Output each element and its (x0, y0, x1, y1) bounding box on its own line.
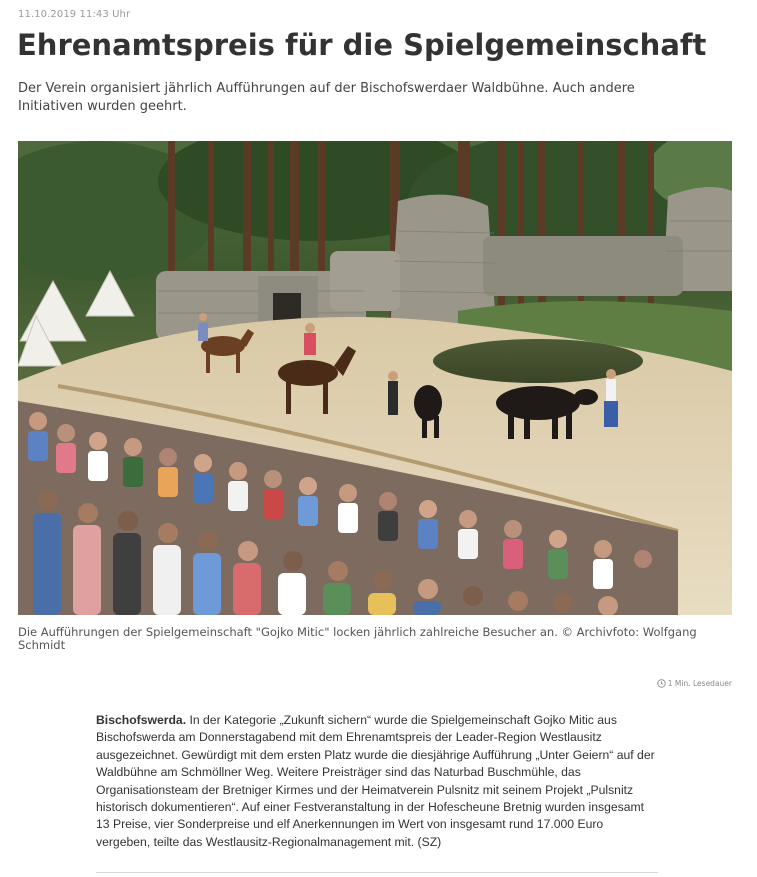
article-dateline: 11.10.2019 11:43 Uhr (18, 9, 131, 20)
article-location: Bischofswerda. (96, 713, 187, 727)
reading-time (657, 679, 732, 688)
article-photo[interactable] (18, 141, 732, 615)
waldbuehne-photo-illustration (18, 141, 732, 615)
photo-caption: Die Aufführungen der Spielgemeinschaft "Gojko Mitic" locken jährlich zahlreiche Besucher an. © Archivfoto: Wolfgang Schmidt (18, 625, 697, 652)
article-body-text: In der Kategorie „Zukunft sichern“ wurde die Spielgemeinschaft Gojko Mitic aus Bischofswerda am Donnerstagabend mit dem Ehrenamtspreis der Leader-Region Westlausitz ausgezeichnet. Gewürdigt mit dem ersten Platz wurde die diesjährige Aufführung „Unter Geiern“ auf der Waldbühne am Schmöllner Weg. Weitere Preisträger sind das Naturbad Buschmühle, das Organisationsteam der Bretniger Kirmes und der Heimatverein Pulsnitz mit seinem Projekt „Pulsnitz historisch dokumentieren“. Auf einer Festveranstaltung in der Hofescheune Bretnig wurden insgesamt 13 Preise, vier Sonderpreise und elf Anerkennungen im Wert von insgesamt rund 17.000 Euro vergeben, teilte das Westlausitz-Regionalmanagement mit. (SZ) (96, 713, 655, 849)
article-headline: Ehrenamtspreis für die Spielgemeinschaft (17, 28, 707, 62)
article-divider (96, 872, 658, 873)
clock-icon (657, 679, 666, 688)
article-teaser: Der Verein organisiert jährlich Aufführungen auf der Bischofswerdaer Waldbühne. Auch andere Initiativen wurden geehrt. (18, 81, 635, 114)
reading-time-label: 1 Min. Lesedauer (667, 679, 732, 688)
article-body (96, 712, 658, 851)
